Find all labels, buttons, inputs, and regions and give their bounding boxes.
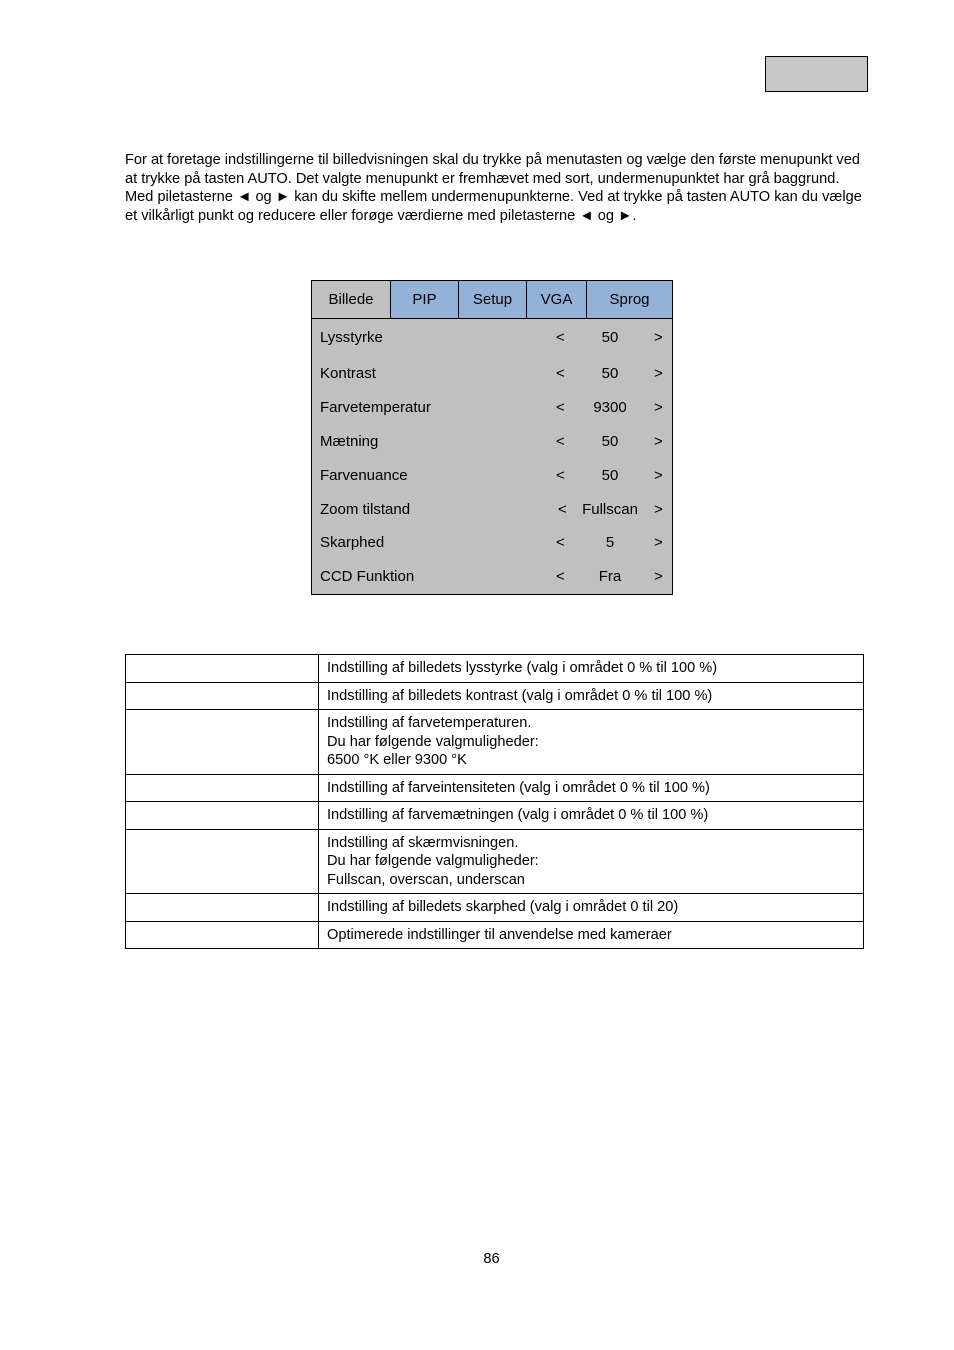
table-cell-label [126,829,319,894]
osd-row[interactable] [312,499,672,521]
table-cell-description [319,774,864,802]
osd-row-value: Fra [598,568,622,585]
right-arrow-icon[interactable]: > [654,568,663,585]
table-cell-description [319,710,864,775]
table-cell-description [319,802,864,830]
left-arrow-icon[interactable]: < [556,534,565,551]
description-line: Indstilling af billedets kontrast (valg i området 0 % til 100 %) [327,687,713,704]
intro-text [125,151,870,225]
table-cell-description [319,921,864,949]
osd-row-label: Kontrast [320,365,376,382]
table-row [126,655,864,683]
osd-row[interactable] [312,431,672,453]
description-line: Indstilling af farvemætningen (valg i området 0 % til 100 %) [327,807,709,823]
description-line: Du har følgende valgmuligheder: [327,733,539,750]
table-cell-label [126,682,319,710]
left-arrow-icon[interactable]: < [556,433,565,450]
left-arrow-icon[interactable]: < [556,467,565,484]
osd-row-label: Skarphed [320,534,385,551]
osd-row-label: Farvetemperatur [320,399,431,416]
table-row [126,682,864,710]
osd-row-value: 9300 [593,399,627,416]
osd-row-value: 50 [601,433,619,450]
description-line: 6500 °K eller 9300 °K [327,752,467,768]
osd-row-label: Mætning [320,433,379,450]
table-row [126,829,864,894]
osd-row[interactable] [312,566,672,588]
osd-row[interactable] [312,465,672,487]
left-arrow-icon[interactable]: < [556,365,565,382]
table-row [126,894,864,922]
table-row [126,802,864,830]
osd-row-label: Lysstyrke [320,329,383,346]
osd-row-value: 50 [601,365,619,382]
description-line: Optimerede indstillinger til anvendelse med kameraer [327,926,672,943]
right-arrow-icon[interactable]: > [654,365,663,382]
right-arrow-icon[interactable]: > [654,399,663,416]
osd-row-label: CCD Funktion [320,568,415,585]
osd-menu-panel [311,280,673,595]
osd-row-value: 5 [605,534,615,551]
table-row [126,710,864,775]
description-line: Du har følgende valgmuligheder: [327,853,539,869]
description-line: Indstilling af billedets lysstyrke (valg i området 0 % til 100 %) [327,660,718,676]
table-row [126,921,864,949]
table-cell-description [319,894,864,922]
osd-row-value: 50 [601,467,619,484]
table-cell-label [126,774,319,802]
description-line: Indstilling af billedets skarphed (valg i området 0 til 20) [327,899,679,915]
description-line: Indstilling af farvetemperaturen. [327,715,532,731]
table-cell-label [126,802,319,830]
table-cell-label [126,894,319,922]
table-row [126,774,864,802]
table-cell-description [319,655,864,683]
right-arrow-icon[interactable]: > [654,329,663,346]
tab-pip[interactable]: PIP [391,281,459,318]
corner-label-box [765,56,868,92]
left-arrow-icon[interactable]: < [556,399,565,416]
osd-row[interactable] [312,363,672,385]
osd-row[interactable] [312,327,672,349]
right-arrow-icon[interactable]: > [654,433,663,450]
intro-paragraph-2: Med piletasterne ◄ og ► kan du skifte mellem undermenupunkterne. Ved at trykke på tasten AUTO kan du vælge et vilkårligt punkt og reducere eller forøge værdierne med piletasterne ◄ og ►. [125,189,862,224]
description-line: Indstilling af skærmvisningen. [327,834,519,851]
osd-row-label: Zoom tilstand [320,501,411,518]
settings-description-table [125,654,864,949]
table-cell-label [126,710,319,775]
left-arrow-icon[interactable]: < [556,329,565,346]
osd-row-value: Fullscan [582,501,638,518]
osd-tab-bar [312,281,672,319]
intro-paragraph-1: For at foretage indstillingerne til billedvisningen skal du trykke på menutasten og vælge den første menupunkt ved at trykke på tasten AUTO. Det valgte menupunkt er fremhævet med sort, undermenupunktet har grå baggrund. [125,152,860,187]
tab-sprog[interactable]: Sprog [587,281,672,318]
table-cell-label [126,921,319,949]
left-arrow-icon[interactable]: < [556,568,565,585]
table-cell-description [319,682,864,710]
left-arrow-icon[interactable]: < [558,501,567,518]
tab-billede[interactable]: Billede [312,281,391,318]
osd-row[interactable] [312,397,672,419]
right-arrow-icon[interactable]: > [654,467,663,484]
tab-setup[interactable]: Setup [459,281,527,318]
page-number: 86 [483,1251,500,1267]
right-arrow-icon[interactable]: > [654,501,663,518]
osd-row-label: Farvenuance [320,467,408,484]
osd-row[interactable] [312,532,672,554]
right-arrow-icon[interactable]: > [654,534,663,551]
osd-row-value: 50 [601,329,619,346]
description-line: Fullscan, overscan, underscan [327,871,525,888]
tab-vga[interactable]: VGA [527,281,587,318]
description-line: Indstilling af farveintensiteten (valg i området 0 % til 100 %) [327,779,710,796]
table-cell-description [319,829,864,894]
table-cell-label [126,655,319,683]
